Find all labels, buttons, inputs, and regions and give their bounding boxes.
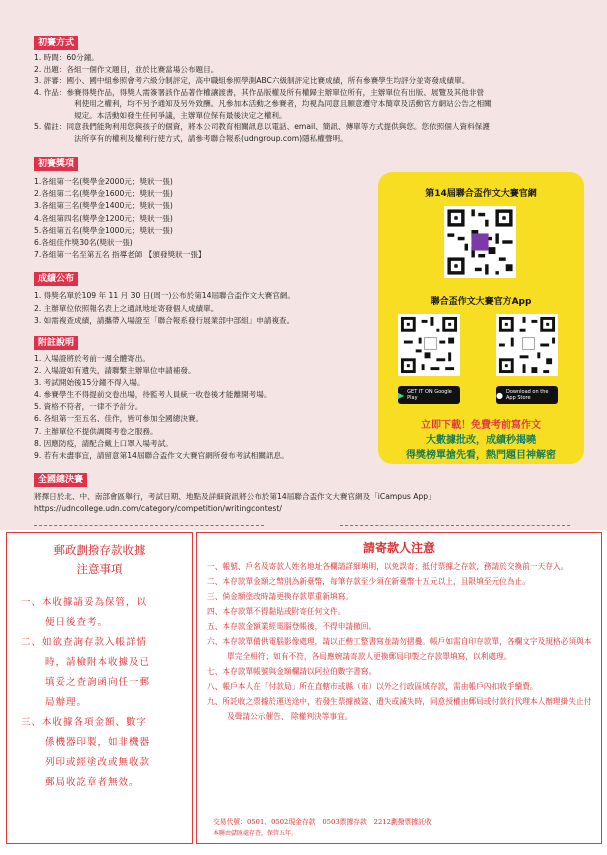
prizes-header: 初賽獎項 [34, 157, 78, 171]
results-header: 成績公布 [34, 272, 78, 286]
app-store-button[interactable]: ● Download on the App Store [496, 386, 558, 404]
postal-item: 列印或經塗改或無收款 [45, 757, 151, 768]
result-item: 1. 得獎名單於109 年 11 月 30 日(周一)公布於第14屆聯合盃作文大賽官網。 [34, 291, 295, 300]
result-item: 2. 主辦單位依照報名表上之通訊地址寄發個人成績單。 [34, 303, 219, 313]
finals-info [34, 491, 594, 515]
deposit-item: 六、本存款單備供電腦影像處理，請以正楷工整書寫並請勿摺疊。帳戶如需自印存款單，各欄文字及規格必須與本單完全相符；如有不符，各局應婉請寄款人更換郵局印製之存款單填寫，以利處理。 [207, 637, 592, 661]
qr-code-icon [444, 206, 516, 278]
finals-url[interactable]: https://udncollege.udn.com/category/competition/writingcontest/ [34, 504, 282, 513]
postal-item: 時，請檢附本收據及已 [45, 657, 151, 668]
note-item: 9. 若有未盡事宜，請留意第14屆聯合盃作文大賽官網所發布考試相關訊息。 [34, 450, 289, 460]
cta-grading: 大數據批改，成績秒揭曉 [426, 435, 536, 446]
app-title: 聯合盃作文大賽官方App [430, 297, 532, 307]
results-list [34, 290, 374, 328]
note-item: 2. 入場證如有遺失，請聯繫主辦單位申請補發。 [34, 366, 196, 376]
note-item: 6. 各組第一至五名、佳作，皆可參加全國總決賽。 [34, 414, 204, 424]
method-item: 5. 備註：同意我們能夠利用您與孩子的個資，將本公司教育相關訊息以電話、email、簡訊、傳單等方式提供與您。您依照個人資料保護 [34, 122, 490, 131]
note-item: 1. 入場證將於考前一週全體寄出。 [34, 354, 150, 363]
postal-title: 郵政劃撥存款收據 [53, 543, 146, 557]
postal-item: 局辦理。 [45, 697, 88, 708]
deposit-item: 七、本存款單帳號與金額欄請以阿拉伯數字書寫。 [207, 667, 377, 676]
note-item: 5. 資格不符者，一律不予計分。 [34, 402, 143, 412]
divider [340, 525, 570, 526]
postal-item: 係機器印製，如非機器 [45, 737, 151, 748]
note-item: 8. 因應防疫，請配合戴上口罩入場考試。 [34, 438, 173, 448]
prize-item: 7.各組第一名至第五名 指導老師 【頒發獎狀一張】 [34, 250, 206, 260]
divider [34, 525, 264, 526]
postal-receipt-notes [6, 532, 193, 844]
depositor-notes [196, 532, 602, 844]
postal-subtitle: 注意事項 [76, 562, 123, 576]
postal-item: 填妥之查詢函向任一郵 [45, 677, 151, 688]
method-item: 1. 時間：60分鐘。 [34, 53, 99, 62]
method-item: 3. 評審：國小、國中組參照會考六級分制評定，高中職組參照學測ABC六級制評定比賽成績，所有參賽學生均評分並寄發成績單。 [34, 76, 470, 85]
postal-item: 郵局收訖章者無效。 [45, 777, 140, 788]
method-item: 利使用之權利，均不另予通知及另外致酬。凡參加本活動之參賽者，均視為同意且願意遵守本簡章及活動官方網站公告之相關 [74, 99, 492, 108]
deposit-item: 九、所託收之票據於運送途中，若發生票據被盜、遺失或滅失時，同意授權由郵局或付款行代理本人辦理掛失止付及聲請公示催告、 除權判決等事宜。 [207, 697, 592, 721]
deposit-item: 一、帳號、戶名及寄款人姓名地址各欄請詳細填明，以免誤寄；抵付票據之存款，務請於交換前一天存入。 [207, 562, 569, 571]
promo-box [378, 172, 584, 464]
postal-item: 一、本收據請妥為保管，以 [21, 597, 148, 608]
deposit-retention: 本聯由儲匯處存查，保管五年。 [213, 830, 298, 837]
cta-download: 立即下載！免費考前寫作文 [421, 420, 541, 431]
note-item: 3. 考試開始後15分鐘不得入場。 [34, 378, 145, 388]
deposit-item: 五、本存款金額業經電腦登帳後，不得申請撤回。 [207, 622, 377, 631]
qr-code-icon [496, 314, 558, 376]
method-item: 法所享有的權利及權利行使方式，請參考聯合報系(udngroup.com)隱私權聲明。 [74, 133, 348, 143]
site-title: 第14屆聯合盃作文大賽官網 [425, 189, 537, 199]
prize-item: 6.各組佳作獎30名(獎狀一張) [34, 238, 133, 248]
ios-qr-code[interactable] [496, 314, 558, 376]
postal-item: 二、如欲查詢存款入帳詳情 [21, 637, 148, 648]
deposit-codes: 交易代號：0501、0502現金存款 0503票據存款 2212劃撥票據託收 [213, 818, 432, 826]
method-item: 4. 作品：參賽得獎作品，得獎人需簽署該作品著作權讓渡書，其作品版權及所有權歸主辦單位所有，主辦單位有出版、展覽及其他非營 [34, 87, 485, 97]
note-item: 4. 參賽學生不得提前交卷出場，待監考人員統一收卷後才能離開考場。 [34, 390, 272, 400]
qr-code-icon [398, 314, 460, 376]
method-item: 規定。本活動如發生任何爭議，主辦單位保有最後決定之權利。 [74, 110, 287, 120]
method-list [34, 52, 579, 144]
google-play-icon: ▶ [398, 390, 405, 400]
prize-item: 1.各組第一名(獎學金2000元；獎狀一張) [34, 177, 173, 186]
deposit-item: 四、本存款單不得黏貼或附寄任何文件。 [207, 607, 346, 616]
android-qr-code[interactable] [398, 314, 460, 376]
deposit-title: 請寄款人注意 [362, 541, 435, 555]
postal-item: 三、本收據各項金額、數字 [21, 717, 148, 728]
postal-item: 便日後查考。 [45, 617, 109, 628]
deposit-item: 八、帳戶本人在「付款局」所在直轄市或縣（市）以外之行政區域存款，需由帳戶內扣收手續費。 [207, 682, 538, 691]
cta-results: 得獎榜單搶先看，熱門題目神解密 [406, 450, 556, 461]
deposit-item: 二、本存款單金額之幣別為新臺幣，每筆存款至少須在新臺幣十五元以上，且限填至元位為止。 [207, 577, 530, 586]
prize-item: 4.各組第四名(獎學金1200元；獎狀一張) [34, 213, 173, 223]
notes-list [34, 353, 374, 462]
deposit-item: 三、倘金額塗改時請更換存款單重新填寫。 [207, 592, 354, 601]
note-item: 7. 主辦單位不提供調閱考卷之服務。 [34, 426, 158, 436]
prizes-list [34, 176, 354, 261]
deposit-list [207, 559, 593, 724]
apple-icon: ● [496, 390, 503, 400]
prize-item: 3.各組第三名(獎學金1400元；獎狀一張) [34, 201, 173, 211]
notes-header: 附註說明 [34, 336, 78, 350]
result-item: 3. 如需複查成績，請攜帶入場證至「聯合報系發行展業部中部組」申請複查。 [34, 316, 295, 325]
finals-header: 全國總決賽 [34, 473, 87, 487]
prize-item: 2.各組第二名(獎學金1600元；獎狀一張) [34, 189, 173, 199]
finals-text: 將擇日於北、中、南部會區舉行，考試日期、地點及詳細資訊將公布於第14屆聯合盃作文大賽官網及「iCampus App」 [34, 492, 436, 501]
site-qr-code[interactable] [444, 206, 516, 278]
method-item: 2. 出題：各組一個作文題目，並於比賽當場公布題目。 [34, 64, 219, 74]
google-play-button[interactable]: ▶ GET IT ON Google Play [398, 386, 460, 404]
method-header: 初賽方式 [34, 36, 78, 50]
prize-item: 5.各組第五名(獎學金1000元；獎狀一張) [34, 225, 173, 235]
